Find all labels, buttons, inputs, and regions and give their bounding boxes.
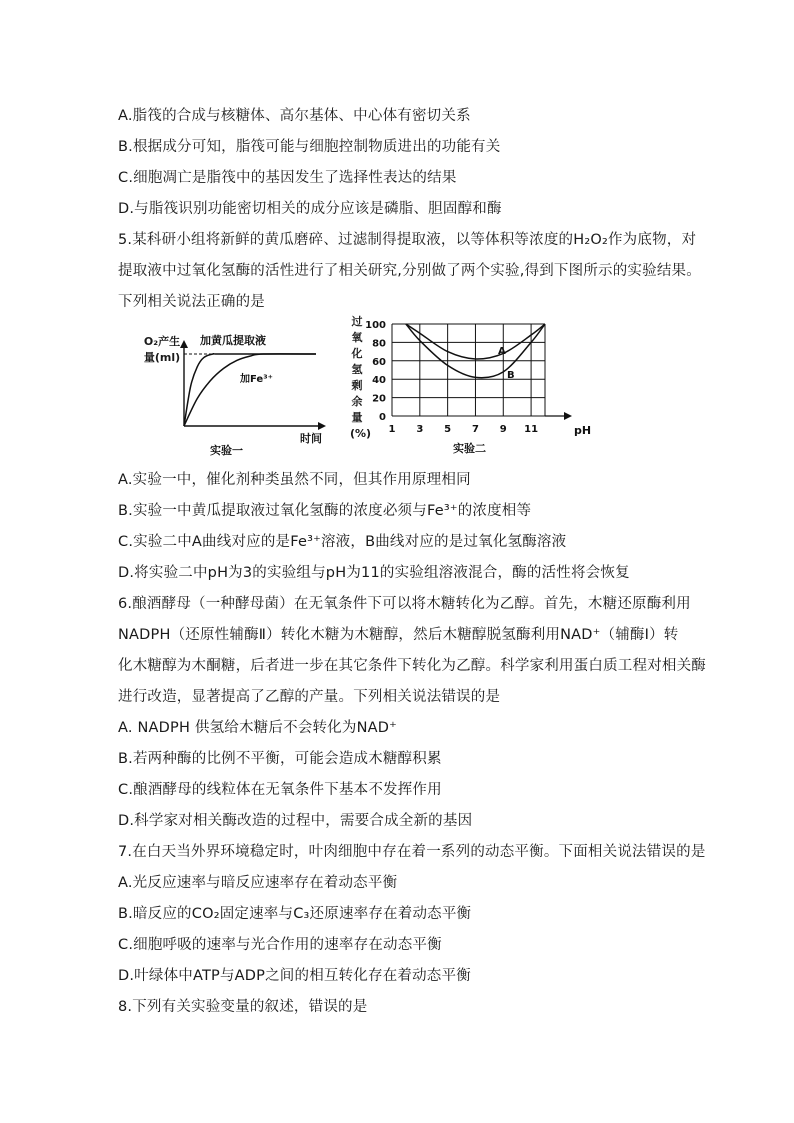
q5-stem-line-3: 下列相关说法正确的是	[118, 294, 265, 310]
q6-stem-line-2: NADPH（还原性辅酶Ⅱ）转化木糖为木糖醇，然后木糖醇脱氢酶利用NAD⁺（辅酶Ⅰ）转	[118, 627, 679, 643]
q5-option-a: A.实验一中，催化剂种类虽然不同，但其作用原理相同	[118, 472, 471, 488]
chart1-series-2-line	[184, 354, 316, 426]
q6-option-b: B.若两种酶的比例不平衡，可能会造成木糖醇积累	[118, 751, 442, 767]
q7-option-d: D.叶绿体中ATP与ADP之间的相互转化存在着动态平衡	[118, 968, 471, 984]
chart2-xtick-9: 9	[499, 424, 507, 435]
q6-stem-line-3: 化木糖醇为木酮糖，后者进一步在其它条件下转化为乙醇。科学家利用蛋白质工程对相关酶	[118, 658, 706, 674]
chart2-ytick-100: 100	[365, 320, 386, 331]
q5-option-c: C.实验二中A曲线对应的是Fe³⁺溶液，B曲线对应的是过氧化氢酶溶液	[118, 534, 567, 550]
chart2-title: 实验二	[453, 442, 486, 455]
chart2-ytick-40: 40	[372, 375, 386, 387]
q6-option-a: A. NADPH 供氢给木糖后不会转化为NAD⁺	[118, 720, 397, 736]
chart2-x-arrow	[564, 412, 572, 420]
chart2-series-a-label: A	[498, 346, 506, 357]
chart1-xlabel: 时间	[300, 432, 322, 445]
chart2-ytick-60: 60	[372, 356, 386, 368]
q6-stem-line-1: 6.酿酒酵母（一种酵母菌）在无氧条件下可以将木糖转化为乙醇。首先，木糖还原酶利用	[118, 596, 691, 612]
chart2-xtick-11: 11	[524, 424, 539, 435]
q5-option-b: B.实验一中黄瓜提取液过氧化氢酶的浓度必须与Fe³⁺的浓度相等	[118, 503, 532, 519]
chart-experiment-2	[350, 312, 600, 462]
q5-stem-line-1: 5.某科研小组将新鲜的黄瓜磨碎、过滤制得提取液，以等体积等浓度的H₂O₂作为底物，对	[118, 232, 697, 248]
chart2-xlabel: pH	[574, 424, 592, 437]
chart1-x-arrow	[318, 422, 326, 430]
chart2-xtick-3: 3	[416, 424, 424, 435]
chart1-title: 实验一	[210, 444, 243, 457]
chart2-ytick-20: 20	[372, 393, 386, 405]
q7-option-a: A.光反应速率与暗反应速率存在着动态平衡	[118, 875, 398, 891]
q8-stem: 8.下列有关实验变量的叙述，错误的是	[118, 999, 368, 1015]
chart-experiment-1	[140, 330, 340, 460]
q7-option-b: B.暗反应的CO₂固定速率与C₃还原速率存在着动态平衡	[118, 906, 472, 922]
chart2-xtick-5: 5	[444, 424, 452, 435]
chart1-y-arrow	[180, 340, 188, 348]
q4-option-a: A.脂筏的合成与核糖体、高尔基体、中心体有密切关系	[118, 108, 471, 124]
q6-option-c: C.酿酒酵母的线粒体在无氧条件下基本不发挥作用	[118, 782, 442, 798]
q4-option-c: C.细胞凋亡是脂筏中的基因发生了选择性表达的结果	[118, 170, 457, 186]
q6-option-d: D.科学家对相关酶改造的过程中，需要合成全新的基因	[118, 813, 473, 829]
chart2-series-b-label: B	[507, 370, 515, 381]
q6-stem-line-4: 进行改造，显著提高了乙醇的产量。下列相关说法错误的是	[118, 689, 501, 705]
q5-option-d: D.将实验二中pH为3的实验组与pH为11的实验组溶液混合，酶的活性将会恢复	[118, 565, 630, 581]
q7-option-c: C.细胞呼吸的速率与光合作用的速率存在动态平衡	[118, 937, 442, 953]
chart2-svg	[350, 312, 600, 462]
chart2-ytick-80: 80	[372, 338, 386, 350]
chart2-ytick-0: 0	[379, 412, 386, 423]
chart1-ylabel-text: O₂产生量(ml)	[143, 335, 181, 364]
chart2-ylabel-text: 过氧化氢剩余量(%)	[350, 315, 372, 440]
q7-stem: 7.在白天当外界环境稳定时，叶肉细胞中存在着一系列的动态平衡。下面相关说法错误的是	[118, 844, 706, 860]
q4-option-d: D.与脂筏识别功能密切相关的成分应该是磷脂、胆固醇和酶	[118, 201, 502, 217]
chart2-xtick-7: 7	[471, 424, 479, 435]
chart2-xtick-1: 1	[388, 424, 396, 435]
q5-stem-line-2: 提取液中过氧化氢酶的活性进行了相关研究,分别做了两个实验,得到下图所示的实验结果。	[118, 263, 701, 279]
chart1-series-1-label: 加黄瓜提取液	[200, 334, 266, 347]
chart1-svg	[140, 330, 340, 460]
chart1-series-2-label: 加Fe³⁺	[240, 374, 273, 385]
q4-option-b: B.根据成分可知，脂筏可能与细胞控制物质进出的功能有关	[118, 139, 501, 155]
